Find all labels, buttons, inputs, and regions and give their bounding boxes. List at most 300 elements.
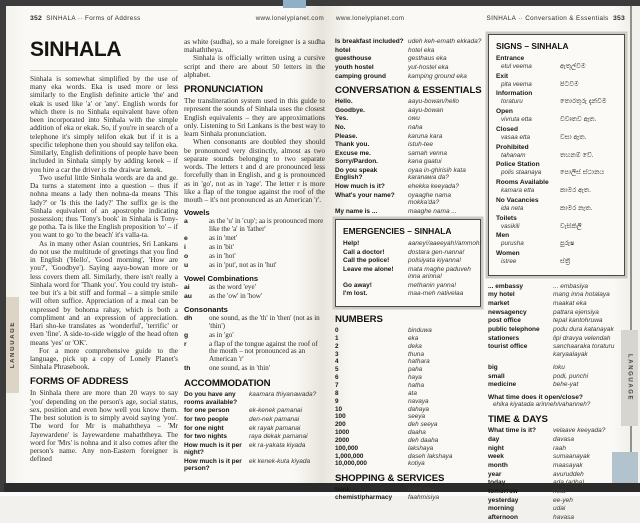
header-left-section: SINHALA ·· Forms of Address [46, 15, 141, 22]
pronunciation-row [184, 293, 325, 301]
phrase-row [488, 317, 626, 324]
number-row [335, 437, 482, 444]
letter-description: as the 'u' in 'cup'; aa is pronounced more like the 'a' in 'father' [209, 217, 324, 234]
phrase-english: Call a doctor! [343, 248, 385, 256]
sign-transliteration: vasikili [501, 222, 520, 230]
sign-transliteration: vasaa etta [501, 133, 531, 141]
phrase-transliteration: oyaa in-ghirisih kata karanawa da? [408, 167, 466, 182]
sign-english: Open [496, 108, 513, 116]
phrase-transliteration: raya dekak pamanai [249, 433, 308, 441]
phrase-english: for two nights [184, 433, 227, 441]
sign-english: Exit [496, 72, 509, 80]
phrase-transliteration: mang inna hotalaya [553, 291, 610, 299]
number-transliteration: deka [408, 342, 422, 350]
number-row [335, 335, 482, 342]
number-value: 10,000,000 [335, 460, 367, 468]
letter-description: as in 'met' [209, 234, 238, 243]
phrase-english: My name is ... [335, 207, 378, 215]
phrase-row [335, 141, 482, 148]
phrase-row [335, 47, 482, 54]
phrase-english: How much is it? [335, 183, 385, 191]
phrase-english: I'm lost. [343, 290, 368, 298]
phrase-english: Go away! [343, 281, 372, 289]
phrase-english: Excuse me. [335, 149, 371, 157]
phrase-transliteration: ... embasiya [553, 282, 589, 290]
phrase-row [335, 124, 482, 131]
number-transliteration: ata [408, 389, 417, 397]
phrase-english: How much is it per night? [184, 441, 242, 457]
paragraph: For a more comprehensive guide to the language, pick up a copy of Lonely Planet's Sinhala Phrasebook. [30, 345, 178, 372]
phrase-row [488, 300, 626, 307]
sign-english: Men [496, 232, 510, 240]
phrase-transliteration: avuruddeh [553, 470, 584, 478]
phrase-transliteration: yut-hostel eka [408, 63, 449, 71]
phrase-english: Hello. [335, 97, 353, 105]
phrase-transliteration: faahmisiya [408, 494, 440, 502]
number-row [335, 453, 482, 460]
phrase-transliteration: heta [553, 488, 566, 496]
forms-of-address-paragraphs [30, 389, 178, 463]
header-left [30, 15, 141, 22]
phrase-row [335, 55, 482, 62]
phrase-transliteration: gesthaus eka [408, 55, 447, 63]
open-close-question [488, 394, 626, 410]
heading-conversation-essentials: CONVERSATION & ESSENTIALS [335, 84, 482, 96]
phrase-transliteration: maaghe nama ... [408, 207, 457, 215]
number-value: 3 [335, 350, 339, 358]
letter: th [184, 365, 191, 373]
phrase-transliteration: sumaanayak [553, 453, 590, 461]
letter-description: as in 'hot' [209, 251, 236, 260]
phrase-english: Yes. [335, 115, 349, 123]
phrase-transliteration: samah venna [408, 149, 448, 157]
letter: dh [184, 314, 193, 322]
phrase-english: How much is it per person? [184, 457, 242, 473]
number-row [335, 413, 482, 420]
phrase-english: stationers [488, 334, 520, 342]
heading-pronunciation: PRONUNCIATION [184, 84, 264, 96]
phrase-row [335, 167, 482, 182]
sign-row [496, 55, 617, 71]
phrase-row [335, 158, 482, 165]
number-row [335, 421, 482, 428]
phrase-transliteration: udeh keh-emath ekkada? [408, 38, 482, 45]
phrase-english: post office [488, 317, 521, 325]
language-side-tab-right [621, 330, 638, 426]
phrase-transliteration: udai [553, 505, 566, 513]
paragraph: The transliteration system used in this guide to represent the sounds of Sinhala uses the closest English equivalents – they are approximations only. Listening to Sri Lankans is the best way to learn Sinhala pronunciation. [184, 96, 325, 139]
phrase-transliteration: aayu-bowan [408, 106, 444, 114]
number-value: 1,000,000 [335, 452, 364, 460]
phrase-transliteration: kamping ground eka [408, 72, 467, 80]
heading-signs: SIGNS – SINHALA [496, 41, 569, 51]
sign-sinhala-script: පිටවීම [560, 80, 579, 88]
phrase-row [488, 343, 626, 358]
number-transliteration: haya [408, 374, 422, 382]
number-row [335, 351, 482, 358]
signs-list [496, 55, 617, 266]
sign-transliteration: tahanam [501, 151, 526, 159]
phrase-english: Call the police! [343, 257, 390, 265]
number-transliteration: navaya [408, 397, 429, 405]
pronunciation-row [184, 235, 325, 243]
sign-english: Rooms Available [496, 179, 549, 187]
emergencies-list [343, 239, 482, 298]
phrase-row [184, 433, 325, 440]
chapter-title: SINHALA [30, 36, 178, 71]
phrase-english: year [488, 470, 502, 478]
phrase-transliteration: loku [553, 363, 565, 371]
sign-transliteration: vivruta etta [501, 116, 532, 124]
phrase-transliteration: kana gaatui [408, 158, 442, 166]
phrase-english: Goodbye. [335, 106, 365, 114]
phrase-row [184, 442, 325, 457]
phrase-english: for one night [184, 424, 224, 432]
number-transliteration: kotiya [408, 460, 425, 468]
number-value: 2 [335, 342, 339, 350]
number-value: 100 [335, 413, 346, 421]
phrase-row [488, 283, 626, 290]
phrase-english: Help! [343, 239, 360, 247]
sign-row [496, 126, 617, 142]
paragraph: as white (sudha), so a male foreigner is a sudha mahaththeya. [184, 37, 325, 55]
phrase-transliteration: sanchaaraka toraturu karyaalayak [553, 343, 615, 358]
left-page-column-1 [30, 36, 178, 464]
number-row [335, 358, 482, 365]
phrase-row [488, 427, 626, 434]
phrase-row [335, 192, 482, 207]
sign-transliteration: pita veema [501, 80, 532, 88]
phrase-row [343, 290, 473, 297]
phrase-row [488, 381, 626, 388]
sign-row [496, 232, 617, 248]
phrase-row [488, 326, 626, 333]
phrase-english: public telephone [488, 326, 540, 334]
number-value: 0 [335, 327, 339, 335]
heading-accommodation: ACCOMMODATION [184, 378, 271, 390]
question-transliteration: ehika kiyatada arinneh/vahanneh? [493, 401, 591, 409]
phrase-row [343, 239, 482, 247]
phrase-transliteration: ek-kenek pamanai [249, 407, 303, 415]
phrase-english: tourist office [488, 343, 528, 351]
page-number-left: 352 [30, 15, 42, 22]
phrase-transliteration: behe-yat [553, 381, 579, 389]
number-row [335, 460, 482, 467]
number-transliteration: hatha [408, 382, 424, 390]
letter: g [184, 331, 189, 339]
heading-forms-of-address: FORMS OF ADDRESS [30, 376, 129, 388]
intro-paragraphs [30, 75, 178, 371]
phrase-english: small [488, 372, 505, 380]
sign-sinhala-script: විවෘතව ඇත. [560, 116, 597, 124]
bookmark-tab-bottom-right [612, 452, 638, 483]
pronunciation-row [184, 341, 325, 365]
letter: e [184, 235, 188, 243]
size-words-list [488, 364, 626, 389]
phrase-row [343, 266, 473, 281]
phrase-english: No. [335, 123, 346, 131]
number-row [335, 382, 482, 389]
sign-sinhala-script: වසා ඇත. [560, 133, 587, 141]
sign-sinhala-script: කාමර නැත. [560, 204, 593, 212]
numbers-list [335, 327, 482, 467]
phrase-transliteration: ada (adha) [553, 479, 585, 487]
phrase-english: newsagency [488, 308, 527, 316]
phrase-transliteration: aaney!/aaeeyah!/ammoh! [408, 239, 482, 247]
heading-emergencies: EMERGENCIES – SINHALA [343, 225, 452, 236]
phrase-transliteration: karuna kara [408, 132, 443, 140]
letter-description: as the 'ow' in 'how' [209, 291, 263, 300]
phrase-english: market [488, 300, 510, 308]
sign-row [496, 197, 617, 213]
number-transliteration: seeya [408, 413, 426, 421]
vowel-combination-list [184, 284, 325, 301]
phrase-transliteration: lipi dravya velendah [553, 334, 611, 342]
phrase-row [335, 107, 482, 114]
accommodation-list [184, 391, 325, 472]
phrase-transliteration: methanin yanna! [408, 281, 457, 289]
phrase-transliteration: raah [553, 444, 567, 452]
sign-transliteration: etul veema [501, 62, 532, 70]
phrase-english: guesthouse [335, 55, 372, 63]
phrase-transliteration: ehekka keeyada? [408, 183, 459, 191]
number-transliteration: thuna [408, 350, 424, 358]
phrase-row [335, 64, 482, 71]
pronunciation-row [184, 262, 325, 270]
bookmark-tab-top [283, 0, 306, 8]
pronunciation-row [184, 332, 325, 340]
phrase-row [343, 249, 473, 256]
phrase-english: Please. [335, 132, 358, 140]
phrase-english: yesterday [488, 496, 519, 504]
sign-transliteration: polis staanaya [501, 169, 542, 177]
number-transliteration: deh daaha [408, 436, 439, 444]
phrase-english: my hotel [488, 291, 515, 299]
language-tab-label: LANGUAGE [626, 354, 633, 402]
sign-english: Women [496, 250, 520, 258]
phrase-row [488, 436, 626, 443]
letter: r [184, 340, 187, 348]
phrase-transliteration: polisiyata kiyanna! [408, 257, 462, 265]
phrase-row [488, 514, 626, 521]
phrase-row [335, 150, 482, 157]
letter-description: as in 'bit' [209, 243, 235, 252]
sign-row [496, 144, 617, 160]
phrase-row [184, 458, 325, 473]
phrase-row [488, 373, 626, 380]
phrase-english: Do you speak English? [335, 167, 378, 182]
question-english: What time does it open/close? [488, 393, 583, 401]
number-value: 9 [335, 397, 339, 405]
phrase-transliteration: oyaaghe nama mokka'da? [408, 191, 452, 206]
phrase-transliteration: havasa [553, 513, 574, 521]
number-value: 2000 [335, 436, 350, 444]
number-value: 5 [335, 366, 339, 374]
number-row [335, 398, 482, 405]
phrase-row [335, 208, 482, 215]
phrase-english: What time is it? [488, 427, 537, 435]
phrase-english: Thank you. [335, 141, 370, 149]
number-value: 10 [335, 405, 343, 413]
phrase-transliteration: tepal kantohruwa [553, 317, 603, 325]
number-value: 1000 [335, 429, 350, 437]
number-value: 6 [335, 374, 339, 382]
phrase-transliteration: podi, punchi [553, 372, 589, 380]
phrase-transliteration: maakat eka [553, 300, 587, 308]
phrase-english: chemist/pharmacy [335, 494, 393, 502]
consonant-list [184, 315, 325, 374]
sign-sinhala-script: කාමර ඇත. [560, 187, 591, 195]
letter: o [184, 252, 189, 260]
left-page-column-2 [184, 38, 325, 474]
phrase-row [335, 73, 482, 80]
header-site-left: www.lonelyplanet.com [255, 15, 324, 22]
phrase-english: camping ground [335, 72, 386, 80]
phrase-transliteration: naha [408, 123, 423, 131]
phrase-english: Leave me alone! [343, 265, 394, 273]
pronunciation-row [184, 218, 325, 234]
conversation-list [335, 98, 482, 215]
phrase-english: Sorry/Pardon. [335, 158, 378, 166]
sign-english: Entrance [496, 55, 525, 62]
number-row [335, 406, 482, 413]
right-page-column-1 [335, 38, 482, 503]
phrase-transliteration: aayu-bowan/hello [408, 97, 459, 105]
phrase-transliteration: velaave keeyada? [553, 427, 606, 435]
number-value: 7 [335, 382, 339, 390]
pronunciation-row [184, 315, 325, 331]
phrase-transliteration: pattara ejensiya [553, 308, 599, 316]
signs-box [488, 34, 625, 276]
letter: i [184, 244, 186, 252]
number-transliteration: binduwa [408, 327, 432, 335]
pronunciation-row [184, 244, 325, 252]
phrase-transliteration: maa-meh nativelaa [408, 290, 464, 298]
sign-transliteration: purusha [501, 240, 524, 248]
phrase-transliteration: owu [408, 115, 420, 123]
phrase-transliteration: ek rayak pamanai [249, 424, 301, 432]
shopping-list [335, 486, 482, 502]
header-right-section: SINHALA ·· Conversation & Essentials [486, 15, 609, 22]
phrase-transliteration: kaamara thiyanawada? [249, 391, 317, 399]
phrase-row [488, 479, 626, 486]
page-number-right: 353 [613, 15, 625, 22]
heading-consonants: Consonants [184, 304, 228, 314]
phrase-english: for one person [184, 407, 230, 415]
number-row [335, 366, 482, 373]
phrase-english: bank [335, 485, 351, 493]
pronunciation-row [184, 365, 325, 373]
sign-english: No Vacancies [496, 196, 539, 204]
phrase-english: day [488, 436, 500, 444]
sign-english: Information [496, 90, 533, 98]
number-value: 1 [335, 334, 339, 342]
header-right [430, 15, 625, 22]
phrase-transliteration: hotel eka [408, 46, 435, 54]
phrase-english: week [488, 453, 504, 461]
phrase-row [488, 453, 626, 460]
paragraph: Sinhala is somewhat simplified by the use of many eka words. Eka is used more or less similarly to the English definite article 'the' and ekak is used like 'a' or 'any'. English words for which there is no Sinhala equivalent have often been incorporated into Sinhala with the simple addition of eka or ekak. So, if you're in search of a telephone it's simply telifon ekak but if it is a specific telephone then you should say telifon eka. Similarly, English definitions of people have been included in Sinhala simply by adding kenek – if you hire a car the driver is the draiwar kenek. [30, 74, 178, 174]
emergencies-box [335, 219, 481, 307]
phrase-english: What's your name? [335, 191, 395, 199]
sign-row [496, 108, 617, 124]
phrase-row [488, 445, 626, 452]
letter-description: a flap of the tongue against the roof of the mouth – not pronounced as an American 'r' [209, 339, 318, 364]
number-value: 4 [335, 358, 339, 366]
heading-vowel-combinations: Vowel Combinations [184, 273, 259, 283]
paragraph: In Sinhala there are more than 20 ways to say 'you' depending on the person's age, social status, sex, position and even how well you know them. The best solution is to simply avoid saying 'you'. The word for Mr is mahaththeya – 'Mr Jayewardene' is Jayewardene mahaththeya. The word for 'Mrs' is nohna and it also comes after the person's name. Any non-Eastern foreigner is defined [30, 388, 178, 464]
phrase-transliteration: mata maghe paduveh inna arinna! [408, 265, 471, 281]
sign-english: Closed [496, 125, 518, 133]
sign-english: Toilets [496, 214, 517, 222]
phrase-row [488, 471, 626, 478]
phrase-transliteration: podu dura katanayak [553, 326, 614, 334]
phrase-row [184, 391, 325, 406]
sign-row [496, 161, 617, 177]
phrase-row [488, 364, 626, 371]
sign-sinhala-script: වැසිකිලි [560, 222, 582, 230]
phrase-row [343, 257, 473, 264]
phrase-transliteration: maasayak [553, 462, 583, 470]
phrase-row [488, 291, 626, 298]
column2-intro-paragraphs [184, 38, 325, 79]
sign-sinhala-script: පොලිස් ස්ථානය [560, 169, 605, 177]
sign-row [496, 90, 617, 106]
number-transliteration: deh seeya [408, 421, 438, 429]
vowel-list [184, 218, 325, 270]
heading-time-days: TIME & DAYS [488, 414, 548, 426]
phrase-transliteration: ek kenek-kuta kiyada [249, 457, 311, 465]
number-transliteration: paha [408, 366, 423, 374]
phrase-row [335, 183, 482, 190]
phrase-transliteration: dostara gen-nanna! [408, 248, 465, 256]
phrase-english: hotel [335, 46, 351, 54]
phrase-row [184, 416, 325, 423]
number-row [335, 390, 482, 397]
places-list [488, 283, 626, 358]
number-value: 100,000 [335, 444, 359, 452]
pronunciation-row [184, 253, 325, 261]
sign-row [496, 179, 617, 195]
phrase-english: medicine [488, 381, 517, 389]
phrase-transliteration: den-nek pamanai [249, 415, 300, 423]
language-tab-label: LANGUAGE [9, 321, 16, 369]
phrase-english: Is breakfast included? [335, 38, 404, 45]
phrase-transliteration: davasa [553, 436, 574, 444]
number-row [335, 327, 482, 334]
letter-description: one sound, as in 'thin' [209, 364, 271, 373]
phrase-row [335, 115, 482, 122]
phrase-transliteration: istuh-tee [408, 141, 433, 149]
pronunciation-paragraphs [184, 97, 325, 204]
phrase-row [184, 407, 325, 414]
phrase-row [343, 282, 473, 289]
phrase-english: youth hostel [335, 63, 374, 71]
number-row [335, 343, 482, 350]
sign-transliteration: toraturu [501, 98, 523, 106]
phrase-english: afternoon [488, 513, 518, 521]
phrase-transliteration: ee-yeh [553, 496, 573, 504]
phrase-english: ... embassy [488, 282, 524, 290]
phrase-row [184, 425, 325, 432]
sign-english: Prohibited [496, 143, 529, 151]
letter-description: as in 'go' [209, 330, 234, 339]
number-transliteration: dahaya [408, 405, 429, 413]
phrase-row [488, 488, 626, 495]
number-transliteration: lakshaya [408, 444, 434, 452]
breakfast-phrase-list [335, 38, 482, 80]
phrase-english: today [488, 479, 506, 487]
